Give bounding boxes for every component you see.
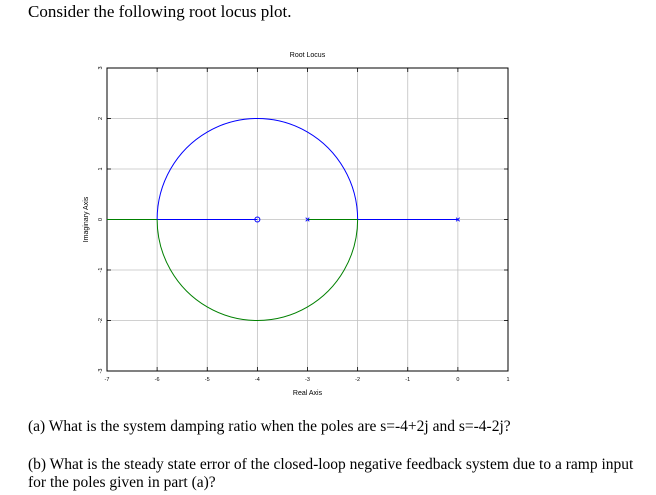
y-tick-label: 2 xyxy=(98,116,104,121)
x-axis-label: Real Axis xyxy=(292,390,323,397)
ticks xyxy=(98,66,510,383)
y-tick-label: 1 xyxy=(98,167,104,171)
x-tick-label: -5 xyxy=(204,377,210,383)
x-tick-label: -1 xyxy=(405,377,411,383)
x-tick-label: -2 xyxy=(355,377,361,383)
intro-text: Consider the following root locus plot. xyxy=(28,2,292,21)
y-tick-label: 3 xyxy=(98,66,104,70)
x-tick-label: 1 xyxy=(506,377,510,383)
x-tick-label: -6 xyxy=(154,377,160,383)
y-tick-label: -2 xyxy=(98,318,104,323)
x-tick-label: -3 xyxy=(305,377,310,383)
chart-title: Root Locus xyxy=(289,52,326,59)
y-tick-label: 0 xyxy=(98,217,104,222)
question-b: (b) What is the steady state error of the closed-loop negative feedback system due to a ramp input for the poles given in part (a)? xyxy=(28,456,634,491)
x-tick-label: 0 xyxy=(456,377,460,383)
y-tick-label: -3 xyxy=(98,368,104,374)
y-tick-label: -1 xyxy=(98,267,104,273)
x-tick-label: -4 xyxy=(254,377,260,383)
x-tick-label: -7 xyxy=(104,377,110,383)
y-axis-label: Imaginary Axis xyxy=(83,196,90,243)
question-a: (a) What is the system damping ratio when the poles are s=-4+2j and s=-4-2j? xyxy=(28,418,511,435)
